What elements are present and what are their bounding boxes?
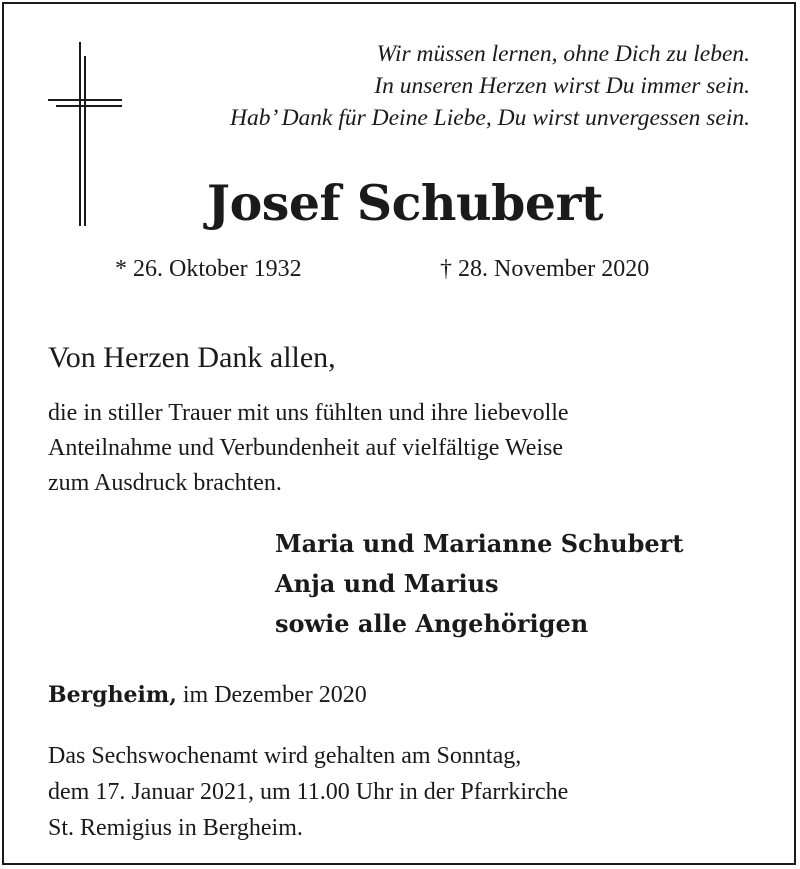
- place-date-line: [48, 678, 367, 712]
- birth-date: * 26. Oktober 1932: [115, 256, 302, 282]
- verse-line: In unseren Herzen wirst Du immer sein.: [374, 73, 750, 99]
- place-name: Bergheim,: [48, 682, 177, 708]
- verse-line: Hab’ Dank für Deine Liebe, Du wirst unvergessen sein.: [230, 105, 750, 131]
- thanks-line: zum Ausdruck brachten.: [48, 470, 282, 496]
- notice-line: St. Remigius in Bergheim.: [48, 815, 303, 841]
- signer-line: Anja und Marius: [275, 569, 499, 598]
- verse-line: Wir müssen lernen, ohne Dich zu leben.: [376, 41, 750, 67]
- service-notice: [48, 738, 748, 846]
- thanks-line: Anteilnahme und Verbundenheit auf vielfältige Weise: [48, 435, 564, 461]
- thanks-line: die in stiller Trauer mit uns fühlten und ihre liebevolle: [48, 400, 569, 426]
- notice-line: Das Sechswochenamt wird gehalten am Sonntag,: [48, 743, 522, 769]
- death-date: † 28. November 2020: [440, 256, 650, 282]
- notice-line: dem 17. Januar 2021, um 11.00 Uhr in der Pfarrkirche: [48, 779, 569, 805]
- deceased-name: Josef Schubert: [206, 174, 604, 232]
- verse: [130, 38, 750, 134]
- thanks-heading: Von Herzen Dank allen,: [48, 341, 336, 374]
- date-text: im Dezember 2020: [176, 682, 367, 708]
- signer-line: Maria und Marianne Schubert: [275, 529, 684, 558]
- thanks-text: [48, 396, 748, 501]
- signer-line: sowie alle Angehörigen: [275, 609, 589, 638]
- cross-icon: [48, 42, 122, 226]
- signers: [275, 524, 683, 644]
